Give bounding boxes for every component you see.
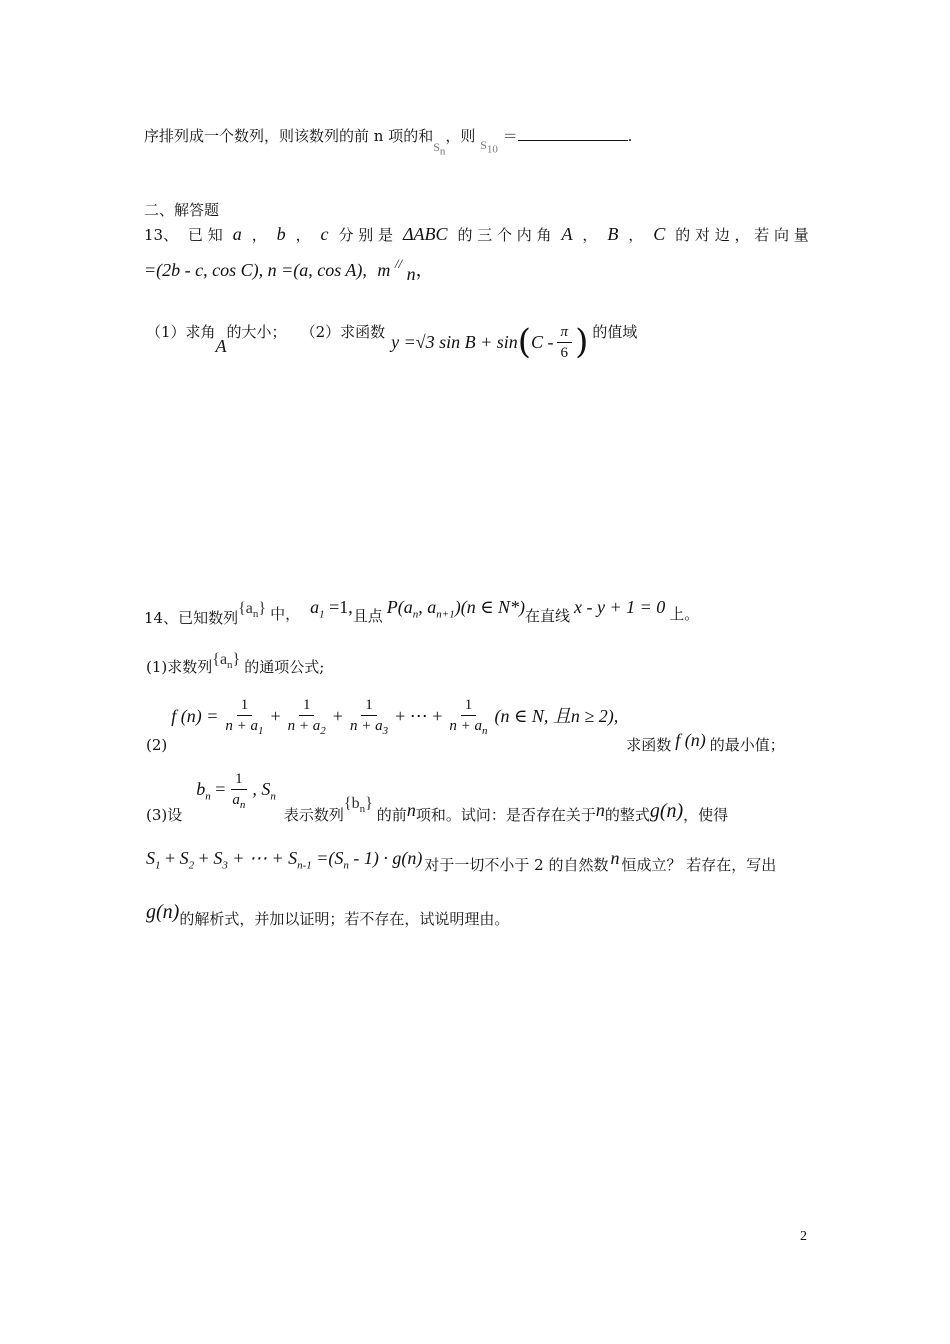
- intro-end: .: [627, 127, 633, 145]
- q14-p1-end: 的通项公式;: [244, 658, 325, 676]
- q13-vector-line: [144, 256, 434, 284]
- section-title: 二、解答题: [144, 201, 220, 219]
- var-n-2: n: [595, 800, 605, 821]
- q14-sum-line: [146, 848, 776, 873]
- line-equation: x - y + 1 = 0: [574, 597, 666, 617]
- equals-sign: ＝: [502, 127, 518, 145]
- q14-duiyu: 对于一切不小于 2 的自然数: [424, 856, 609, 874]
- plus-2: +: [332, 706, 343, 727]
- q14-part3: [146, 770, 729, 825]
- q14-shang: 上。: [669, 605, 700, 623]
- var-c: c: [320, 224, 329, 244]
- part2-end: 的值域: [592, 323, 638, 342]
- intro-text: 序排列成一个数列，则该数列的前 n 项的和: [144, 127, 434, 145]
- bn-fraction: $\frac{1}{a_n}$: [232, 771, 246, 811]
- q14-p2-label: (2): [146, 736, 168, 755]
- var-n: n: [406, 800, 416, 821]
- q14-qian: 的前: [376, 806, 407, 825]
- plus-1: +: [270, 706, 281, 727]
- frac-1: $\frac{1}{n + a_1}$: [225, 697, 264, 737]
- q13-number: 13、: [144, 226, 179, 244]
- bn-def: $b_n$ =: [196, 778, 226, 803]
- vector-n: n: [406, 264, 416, 284]
- q14-qie: 且点: [352, 607, 383, 625]
- q14-zhengshi: 的整式: [604, 806, 650, 825]
- q14-line-1: [144, 597, 700, 627]
- q14-number: 14、已知数列: [144, 609, 239, 627]
- function-expression: y =√3 sin B + sin: [391, 331, 518, 352]
- part1-text: （1）求角: [146, 323, 216, 342]
- page-number: 2: [800, 1229, 807, 1244]
- sn-symbol: Sn: [433, 140, 446, 158]
- func-c-term: C -: [531, 331, 554, 352]
- answer-blank: [518, 126, 628, 141]
- q13-parts: [146, 312, 638, 362]
- angle-c: C: [653, 224, 666, 244]
- q14-zhong: 中，: [270, 605, 301, 623]
- parallel-symbol: //: [394, 256, 403, 271]
- sum-expression: $S_1 + S_2 + S_3$ + ⋯ + $S_{n-1} =(S_n - 1) \cdot g(n)$: [146, 848, 423, 872]
- angle-a: A: [561, 224, 573, 244]
- seq-an-2: $\{a_n\}$: [212, 651, 241, 672]
- a1-eq: $a_1 =1$,: [310, 597, 353, 621]
- intro-line: [144, 126, 633, 158]
- var-a: a: [232, 224, 242, 244]
- q14-p1-text: (1)求数列: [146, 658, 213, 676]
- g-n: g(n): [649, 800, 684, 823]
- sn-symbol-2: , $S_n$: [252, 778, 276, 803]
- q14-last-text: 的解析式，并加以证明；若不存在，试说明理由。: [179, 910, 510, 928]
- q14-p2-tail: 的最小值；: [709, 736, 785, 755]
- triangle-abc: ΔABC: [402, 224, 448, 244]
- left-paren: (: [517, 322, 532, 362]
- g-n-2: g(n): [146, 901, 180, 923]
- q14-p2-ask: 求函数: [626, 736, 672, 755]
- var-n-3: n: [610, 848, 620, 868]
- q13-word: 的 对 边 ， 若 向 量: [675, 226, 809, 244]
- q14-part2: [146, 696, 785, 755]
- s10-symbol: S10: [480, 138, 498, 156]
- seq-bn: $\{b_n\}$: [343, 794, 373, 816]
- part1-end: 的大小；: [226, 323, 287, 342]
- q13-word: 已 知: [188, 226, 223, 244]
- var-b: b: [276, 224, 286, 244]
- q14-biaoshi: 表示数列: [283, 806, 344, 825]
- f-n: f (n): [675, 730, 706, 751]
- intro-mid: ，则: [445, 127, 476, 145]
- q13-line-1: 13、 已 知 a ， b ， c 分 别 是 ΔABC 的 三 个 内 角 A ， B ， C 的 对 边 ， 若 向 量: [144, 224, 809, 244]
- frac-2: $\frac{1}{n + a_2}$: [287, 697, 326, 737]
- q14-shide: ，使得: [683, 806, 729, 825]
- q14-p3-text: 项和。试问：是否存在关于: [415, 806, 596, 825]
- vector-expression: =(2b - c, cos C), n =(a, cos A),: [144, 260, 367, 280]
- plus-dots: + ⋯ +: [395, 706, 443, 727]
- condition: (n ∈ N, 且n ≥ 2),: [494, 706, 619, 727]
- q13-comma: ，: [415, 260, 434, 280]
- frac-n: $\frac{1}{n + a_n}$: [449, 697, 488, 737]
- q14-p3-label: (3)设: [146, 806, 183, 825]
- vector-m: m: [377, 260, 391, 280]
- q13-word: 的 三 个 内 角: [457, 226, 552, 244]
- q14-last-line: [146, 900, 510, 928]
- q14-hengcheng: 恒成立？ 若存在，写出: [621, 856, 777, 874]
- part1-angle: A: [215, 335, 227, 356]
- angle-b: B: [607, 224, 619, 244]
- right-paren: ): [575, 322, 589, 362]
- f-n-equals: f (n) =: [171, 706, 219, 727]
- part2-text: （2）求函数: [300, 323, 386, 342]
- six: 6: [560, 344, 569, 361]
- q14-part1: [146, 650, 325, 676]
- q13-word: 分 别 是: [338, 226, 394, 244]
- point-p: $P(a_n$, $a_{n+1})(n$ ∈ N*): [386, 597, 526, 621]
- pi-over-six: [557, 323, 573, 362]
- pi-symbol: π: [557, 323, 573, 343]
- q14-zai: 在直线: [525, 607, 571, 625]
- frac-3: $\frac{1}{n + a_3}$: [349, 697, 389, 737]
- seq-an: $\{a_n\}$: [238, 600, 267, 621]
